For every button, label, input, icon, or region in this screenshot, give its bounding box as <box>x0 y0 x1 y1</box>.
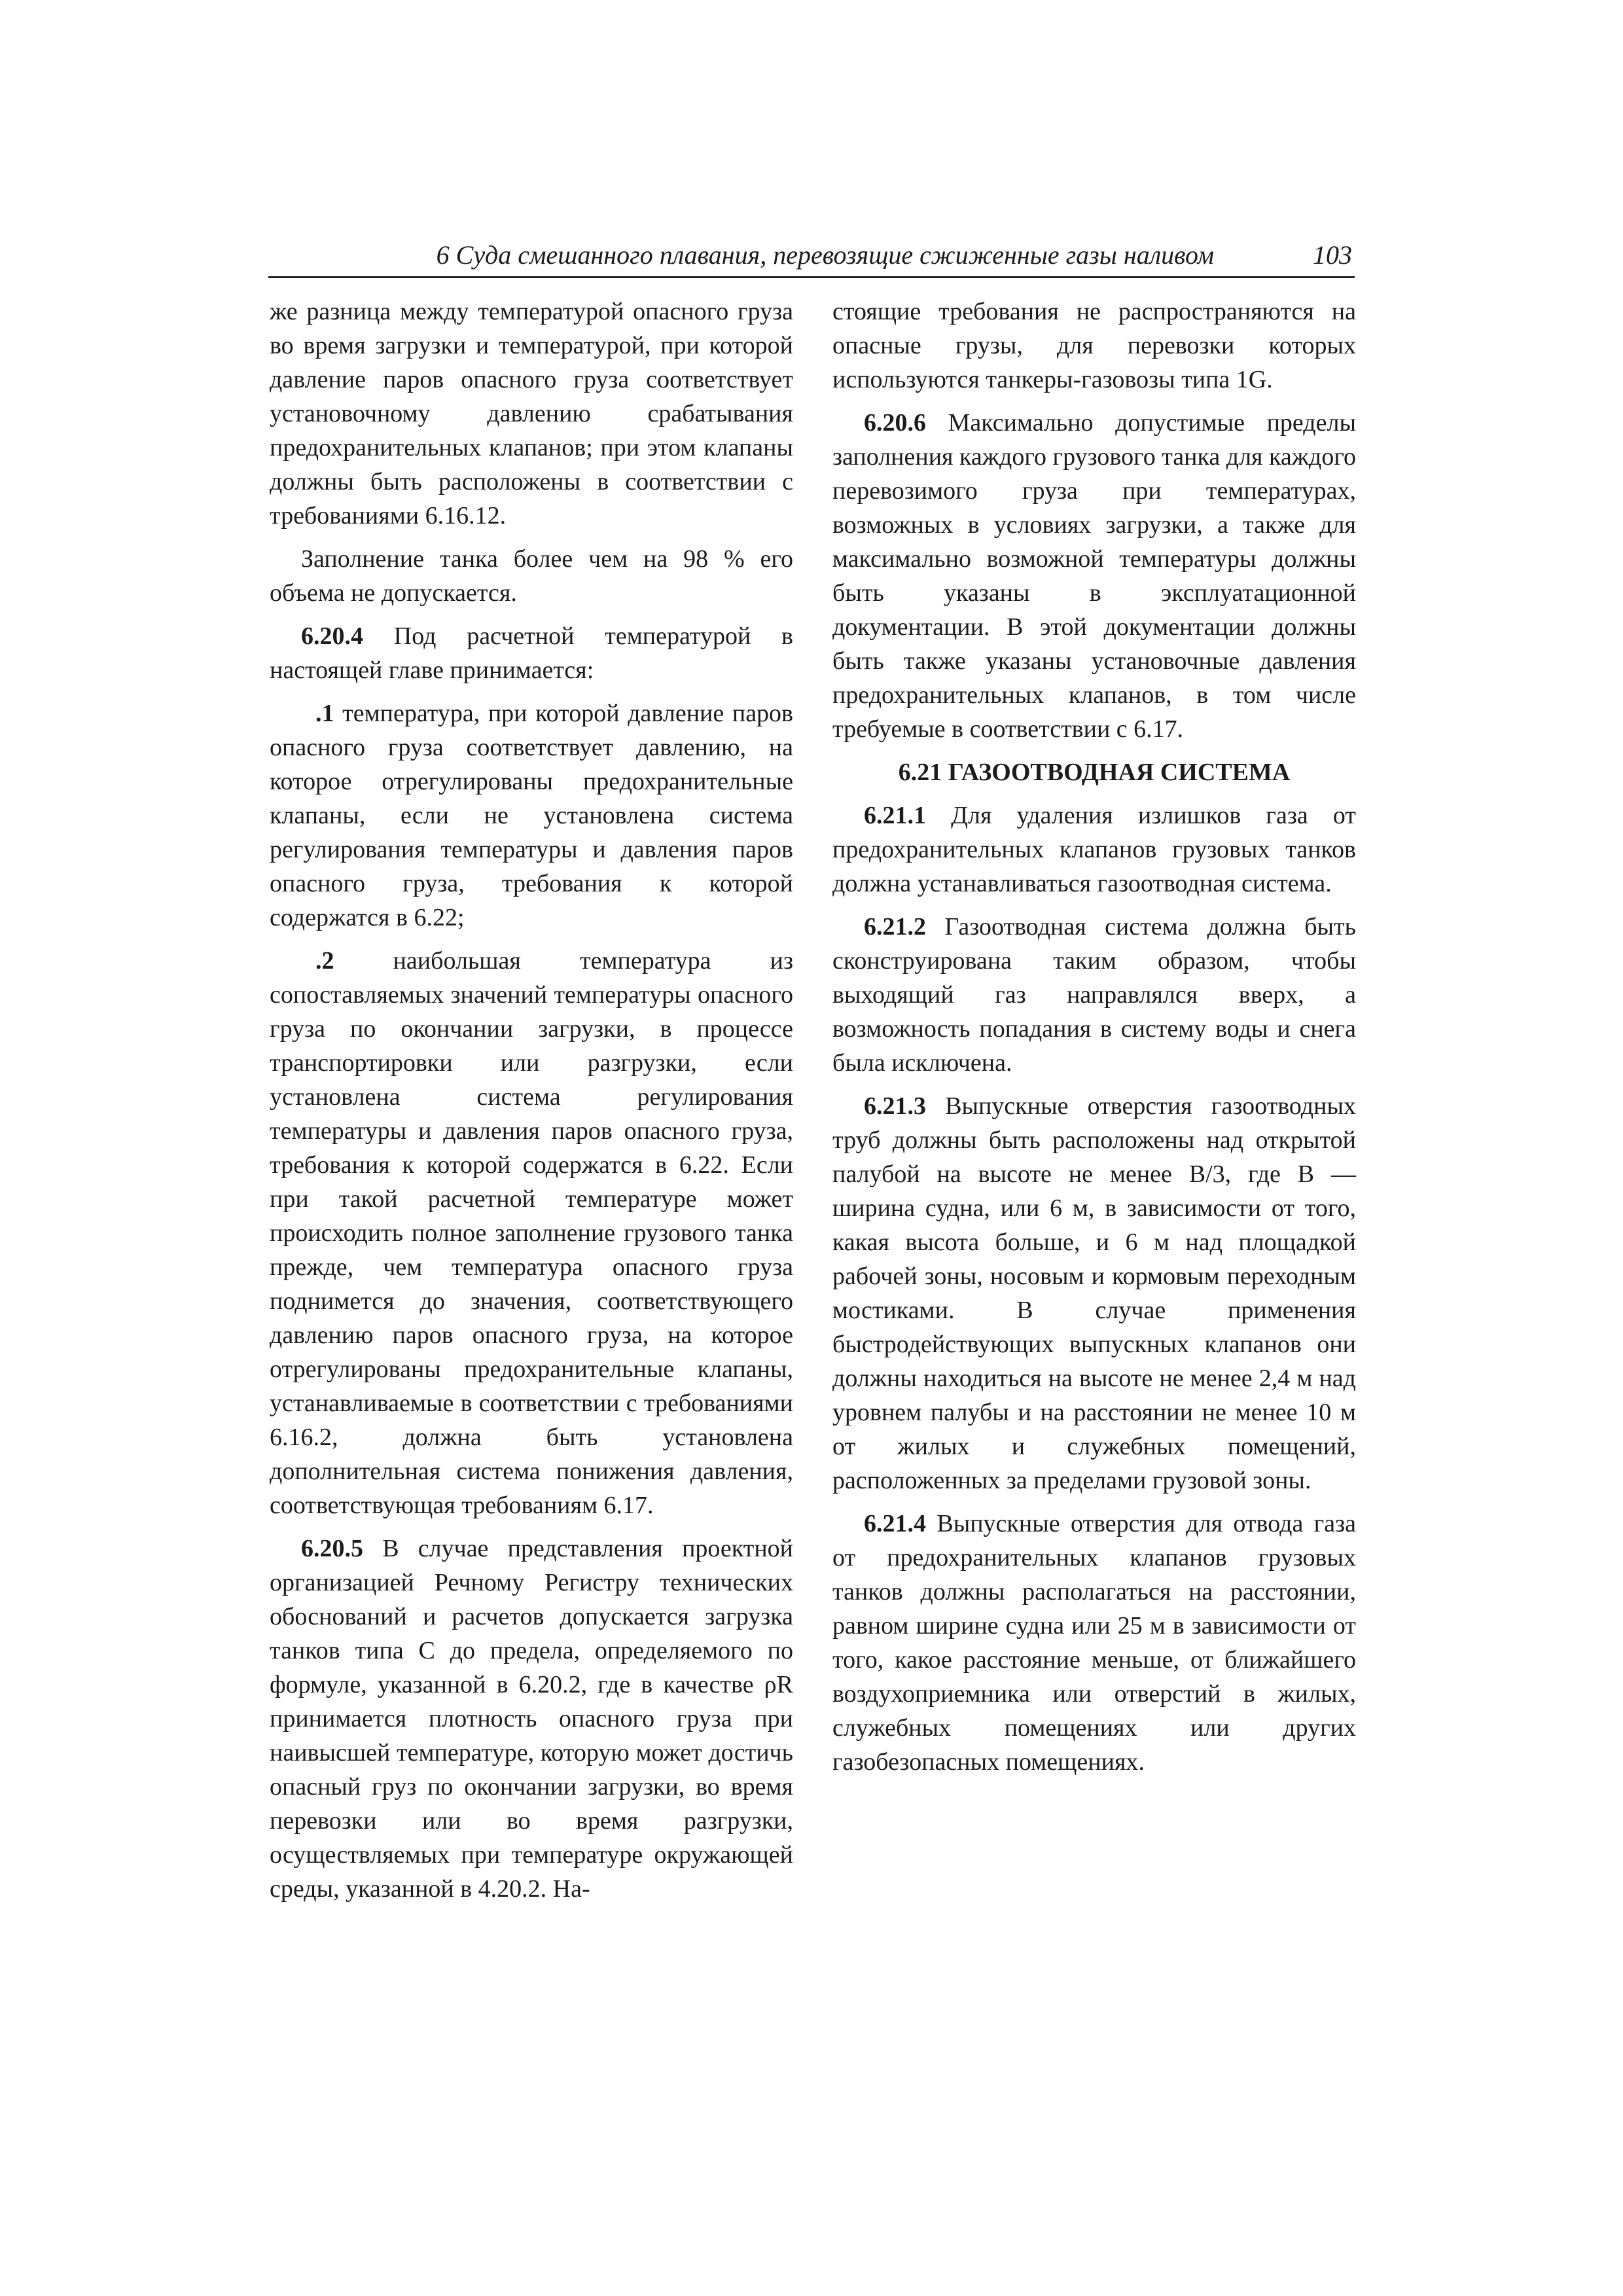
clause-6-20-5: 6.20.5 В случае представления проектной организацией Речному Регистру технических обоснований и расчетов допускается загрузка танков типа С до предела, определяемого по формуле, указанной в 6.20.2, где в качестве ρR принимается плотность опасного груза при наивысшей температуре, которую может достичь опасный груз по окончании загрузки, во время перевозки или во время разгрузки, осуществляемых при температуре окружающей среды, указанной в 4.20.2. На- <box>270 1535 793 1903</box>
clause-number: 6.21.3 <box>864 1092 926 1120</box>
clause-number: 6.21.2 <box>864 913 926 941</box>
running-header <box>268 237 1355 278</box>
clause-number: 6.21.1 <box>864 802 926 829</box>
left-column <box>270 295 793 1915</box>
section-heading: 6.21 ГАЗООТВОДНАЯ СИСТЕМА <box>898 759 1291 786</box>
paragraph: Заполнение танка более чем на 98 % его объема не допускается. <box>270 545 793 607</box>
clause-6-20-4: 6.20.4 Под расчетной температурой в настоящей главе принимается: <box>270 622 793 684</box>
clause-6-21-4: 6.21.4 Выпускные отверстия для отвода газа от предохранительных клапанов грузовых танков должны располагаться на расстоянии, равном ширине судна или 25 м в зависимости от того, какое расстояние меньше, от ближайшего воздухоприемника или отверстий в жилых, служебных помещениях или других газобезопасных помещениях. <box>832 1510 1356 1776</box>
clause-number: 6.21.4 <box>864 1510 926 1537</box>
item-number: .1 <box>315 700 334 727</box>
right-column <box>832 295 1356 1788</box>
clause-6-21-2: 6.21.2 Газоотводная система должна быть сконструирована таким образом, чтобы выходящий газ направлялся вверх, а возможность попадания в систему воды и снега была исключена. <box>832 913 1356 1077</box>
clause-number: 6.20.5 <box>301 1535 363 1562</box>
item-number: .2 <box>315 947 334 975</box>
clause-number: 6.20.4 <box>301 622 363 650</box>
paragraph: стоящие требования не распространяются на опасные грузы, для перевозки которых используются танкеры-газовозы типа 1G. <box>832 298 1356 393</box>
list-item: .2 наибольшая температура из сопоставляемых значений температуры опасного груза по окончании загрузки, в процессе транспортировки или разгрузки, если установлена система регулирования температуры и давления паров опасного груза, требования к которой содержатся в 6.22. Если при такой расчетной температуре может происходить полное заполнение грузового танка прежде, чем температура опасного груза поднимется до значения, соответствующего давлению паров опасного груза, на которое отрегулированы предохранительные клапаны, устанавливаемые в соответствии с требованиями 6.16.2, должна быть установлена дополнительная система понижения давления, соответствующая требованиям 6.17. <box>270 947 793 1519</box>
clause-number: 6.20.6 <box>864 409 926 437</box>
paragraph: же разница между температурой опасного груза во время загрузки и температурой, при которой давление паров опасного груза соответствует установочному давлению срабатывания предохранительных клапанов; при этом клапаны должны быть расположены в соответствии с требованиями 6.16.12. <box>270 298 793 529</box>
header-title: 6 Суда смешанного плавания, перевозящие сжиженные газы наливом <box>436 240 1214 270</box>
page-number: 103 <box>1313 240 1352 270</box>
list-item: .1 температура, при которой давление паров опасного груза соответствует давлению, на которое отрегулированы предохранительные клапаны, если не установлена система регулирования температуры и давления паров опасного груза, требования к которой содержатся в 6.22; <box>270 700 793 931</box>
clause-6-21-1: 6.21.1 Для удаления излишков газа от предохранительных клапанов грузовых танков должна устанавливаться газоотводная система. <box>832 802 1356 897</box>
clause-6-20-6: 6.20.6 Максимально допустимые пределы заполнения каждого грузового танка для каждого перевозимого груза при температурах, возможных в условиях загрузки, а также для максимально возможной температуры должны быть указаны в эксплуатационной документации. В этой документации должны быть также указаны установочные давления предохранительных клапанов, в том числе требуемые в соответствии с 6.17. <box>832 409 1356 743</box>
clause-6-21-3: 6.21.3 Выпускные отверстия газоотводных труб должны быть расположены над открытой палубой на высоте не менее B/3, где B — ширина судна, или 6 м, в зависимости от того, какая высота больше, и 6 м над площадкой рабочей зоны, носовым и кормовым переходным мостиками. В случае применения быстродействующих выпускных клапанов они должны находиться на высоте не менее 2,4 м над уровнем палубы и на расстоянии не менее 10 м от жилых и служебных помещений, расположенных за пределами грузовой зоны. <box>832 1092 1356 1494</box>
